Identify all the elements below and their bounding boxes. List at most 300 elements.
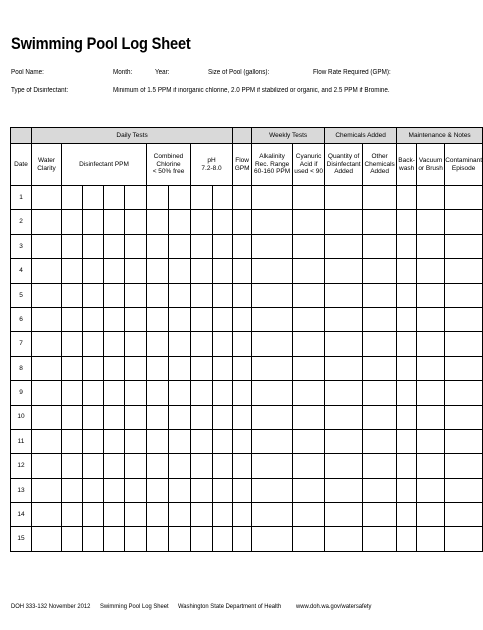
log-entry-cell[interactable] xyxy=(147,283,169,307)
log-entry-cell[interactable] xyxy=(191,186,213,210)
table-row xyxy=(11,478,483,502)
log-entry-cell[interactable] xyxy=(293,527,325,551)
log-entry-cell[interactable] xyxy=(397,478,417,502)
table-row xyxy=(11,527,483,551)
header-combined-chlorine: Combined Chlorine < 50% free xyxy=(147,144,191,186)
log-entry-cell[interactable] xyxy=(363,503,397,527)
log-entry-cell[interactable] xyxy=(252,405,293,429)
log-entry-cell[interactable] xyxy=(104,234,125,258)
footer-form-name: Swimming Pool Log Sheet xyxy=(100,603,169,610)
log-entry-cell[interactable] xyxy=(397,234,417,258)
table-row xyxy=(11,332,483,356)
log-entry-cell[interactable] xyxy=(417,527,445,551)
log-entry-cell[interactable] xyxy=(191,234,213,258)
log-entry-cell[interactable] xyxy=(125,332,147,356)
log-entry-cell[interactable] xyxy=(233,356,252,380)
log-entry-cell[interactable] xyxy=(147,186,169,210)
log-entry-cell[interactable] xyxy=(147,429,169,453)
log-entry-cell[interactable] xyxy=(62,259,83,283)
log-entry-cell[interactable] xyxy=(62,234,83,258)
log-entry-cell[interactable] xyxy=(233,259,252,283)
log-entry-cell[interactable] xyxy=(169,405,191,429)
log-entry-cell[interactable] xyxy=(191,527,213,551)
log-entry-cell[interactable] xyxy=(169,234,191,258)
log-entry-cell[interactable] xyxy=(83,332,104,356)
log-entry-cell[interactable] xyxy=(445,259,483,283)
footer-website[interactable]: www.doh.wa.gov/watersafety xyxy=(296,603,372,610)
log-entry-cell[interactable] xyxy=(397,186,417,210)
log-entry-cell[interactable] xyxy=(83,454,104,478)
flow-rate-label: Flow Rate Required (GPM): xyxy=(313,69,391,76)
log-entry-cell[interactable] xyxy=(233,429,252,453)
log-entry-cell[interactable] xyxy=(325,283,363,307)
log-entry-cell[interactable] xyxy=(233,186,252,210)
log-entry-cell[interactable] xyxy=(252,454,293,478)
header-backwash: Back- wash xyxy=(397,144,417,186)
log-entry-cell[interactable] xyxy=(83,381,104,405)
table-row xyxy=(11,307,483,331)
log-entry-cell[interactable] xyxy=(147,210,169,234)
log-entry-cell[interactable] xyxy=(125,381,147,405)
log-entry-cell[interactable] xyxy=(169,429,191,453)
log-entry-cell[interactable] xyxy=(445,210,483,234)
log-entry-cell[interactable] xyxy=(32,429,62,453)
log-entry-cell[interactable] xyxy=(62,478,83,502)
log-entry-cell[interactable] xyxy=(104,454,125,478)
log-entry-cell[interactable] xyxy=(325,210,363,234)
log-entry-cell[interactable] xyxy=(213,234,233,258)
log-entry-cell[interactable] xyxy=(83,283,104,307)
log-entry-cell[interactable] xyxy=(104,283,125,307)
log-entry-cell[interactable] xyxy=(104,429,125,453)
log-entry-cell[interactable] xyxy=(233,454,252,478)
log-entry-cell[interactable] xyxy=(445,478,483,502)
log-entry-cell[interactable] xyxy=(445,186,483,210)
log-entry-cell[interactable] xyxy=(417,356,445,380)
log-entry-cell[interactable] xyxy=(191,454,213,478)
log-entry-cell[interactable] xyxy=(147,332,169,356)
row-day-number: 7 xyxy=(11,332,32,356)
row-day-number: 4 xyxy=(11,259,32,283)
log-entry-cell[interactable] xyxy=(125,429,147,453)
log-entry-cell[interactable] xyxy=(125,186,147,210)
group-maintenance-notes: Maintenance & Notes xyxy=(397,128,483,144)
log-entry-cell[interactable] xyxy=(62,503,83,527)
table-row xyxy=(11,405,483,429)
footer-department: Washington State Department of Health xyxy=(178,603,282,610)
log-entry-cell[interactable] xyxy=(417,503,445,527)
log-entry-cell[interactable] xyxy=(147,405,169,429)
log-entry-cell[interactable] xyxy=(363,405,397,429)
log-entry-cell[interactable] xyxy=(83,234,104,258)
log-entry-cell[interactable] xyxy=(363,307,397,331)
log-entry-cell[interactable] xyxy=(363,527,397,551)
log-entry-cell[interactable] xyxy=(32,356,62,380)
row-day-number: 12 xyxy=(11,454,32,478)
month-label: Month: xyxy=(113,69,133,76)
log-entry-cell[interactable] xyxy=(191,429,213,453)
log-entry-cell[interactable] xyxy=(293,429,325,453)
log-entry-cell[interactable] xyxy=(445,527,483,551)
log-entry-cell[interactable] xyxy=(293,186,325,210)
log-entry-cell[interactable] xyxy=(325,259,363,283)
log-entry-cell[interactable] xyxy=(363,283,397,307)
row-day-number: 1 xyxy=(11,186,32,210)
log-entry-cell[interactable] xyxy=(213,454,233,478)
log-entry-cell[interactable] xyxy=(363,356,397,380)
log-entry-cell[interactable] xyxy=(445,405,483,429)
log-entry-cell[interactable] xyxy=(32,503,62,527)
log-entry-cell[interactable] xyxy=(104,381,125,405)
log-entry-cell[interactable] xyxy=(191,478,213,502)
log-entry-cell[interactable] xyxy=(169,307,191,331)
table-row xyxy=(11,210,483,234)
log-entry-cell[interactable] xyxy=(445,381,483,405)
log-entry-cell[interactable] xyxy=(62,405,83,429)
log-entry-cell[interactable] xyxy=(62,356,83,380)
log-entry-cell[interactable] xyxy=(125,454,147,478)
log-entry-cell[interactable] xyxy=(169,186,191,210)
log-entry-cell[interactable] xyxy=(445,356,483,380)
log-entry-cell[interactable] xyxy=(169,259,191,283)
row-day-number: 3 xyxy=(11,234,32,258)
log-entry-cell[interactable] xyxy=(32,210,62,234)
log-entry-cell[interactable] xyxy=(397,356,417,380)
log-entry-cell[interactable] xyxy=(62,381,83,405)
log-entry-cell[interactable] xyxy=(104,307,125,331)
log-entry-cell[interactable] xyxy=(169,283,191,307)
header-contaminant-episode: Contaminant Episode xyxy=(445,144,483,186)
footer-doc-id: DOH 333-132 November 2012 xyxy=(11,603,91,610)
log-entry-cell[interactable] xyxy=(32,405,62,429)
log-entry-cell[interactable] xyxy=(83,356,104,380)
header-flow-gpm: Flow GPM xyxy=(233,144,252,186)
log-entry-cell[interactable] xyxy=(397,332,417,356)
log-entry-cell[interactable] xyxy=(169,332,191,356)
log-entry-cell[interactable] xyxy=(125,478,147,502)
header-vacuum-brush: Vacuum or Brush xyxy=(417,144,445,186)
row-day-number: 9 xyxy=(11,381,32,405)
log-entry-cell[interactable] xyxy=(363,259,397,283)
row-day-number: 2 xyxy=(11,210,32,234)
log-entry-cell[interactable] xyxy=(147,381,169,405)
log-entry-cell[interactable] xyxy=(252,429,293,453)
log-entry-cell[interactable] xyxy=(83,527,104,551)
log-entry-cell[interactable] xyxy=(83,405,104,429)
log-entry-cell[interactable] xyxy=(191,283,213,307)
log-entry-cell[interactable] xyxy=(213,332,233,356)
log-entry-cell[interactable] xyxy=(191,259,213,283)
disinfectant-type-label: Type of Disinfectant: xyxy=(11,87,69,94)
log-entry-cell[interactable] xyxy=(325,405,363,429)
log-entry-cell[interactable] xyxy=(62,429,83,453)
log-entry-cell[interactable] xyxy=(293,356,325,380)
log-entry-cell[interactable] xyxy=(104,503,125,527)
log-entry-cell[interactable] xyxy=(417,259,445,283)
log-entry-cell[interactable] xyxy=(213,259,233,283)
log-entry-cell[interactable] xyxy=(213,186,233,210)
log-entry-cell[interactable] xyxy=(233,332,252,356)
log-entry-cell[interactable] xyxy=(169,356,191,380)
log-entry-cell[interactable] xyxy=(169,478,191,502)
log-entry-cell[interactable] xyxy=(325,332,363,356)
log-entry-cell[interactable] xyxy=(213,527,233,551)
log-entry-cell[interactable] xyxy=(233,210,252,234)
log-entry-cell[interactable] xyxy=(62,283,83,307)
log-entry-cell[interactable] xyxy=(293,381,325,405)
log-entry-cell[interactable] xyxy=(293,332,325,356)
log-entry-cell[interactable] xyxy=(104,210,125,234)
log-entry-cell[interactable] xyxy=(104,527,125,551)
log-entry-cell[interactable] xyxy=(445,454,483,478)
log-entry-cell[interactable] xyxy=(445,429,483,453)
log-entry-cell[interactable] xyxy=(191,307,213,331)
log-entry-cell[interactable] xyxy=(397,307,417,331)
log-entry-cell[interactable] xyxy=(233,527,252,551)
header-disinfectant-ppm: Disinfectant PPM xyxy=(62,144,147,186)
log-entry-cell[interactable] xyxy=(252,478,293,502)
log-entry-cell[interactable] xyxy=(293,478,325,502)
log-entry-cell[interactable] xyxy=(417,210,445,234)
group-daily-tests: Daily Tests xyxy=(32,128,233,144)
log-entry-cell[interactable] xyxy=(397,283,417,307)
log-entry-cell[interactable] xyxy=(125,527,147,551)
log-entry-cell[interactable] xyxy=(147,478,169,502)
row-day-number: 14 xyxy=(11,503,32,527)
log-entry-cell[interactable] xyxy=(191,210,213,234)
log-entry-cell[interactable] xyxy=(83,503,104,527)
log-entry-cell[interactable] xyxy=(252,527,293,551)
log-entry-cell[interactable] xyxy=(252,381,293,405)
log-entry-cell[interactable] xyxy=(125,405,147,429)
log-entry-cell[interactable] xyxy=(325,186,363,210)
log-entry-cell[interactable] xyxy=(252,356,293,380)
log-entry-cell[interactable] xyxy=(83,478,104,502)
log-entry-cell[interactable] xyxy=(191,356,213,380)
log-entry-cell[interactable] xyxy=(125,503,147,527)
log-entry-cell[interactable] xyxy=(233,478,252,502)
log-entry-cell[interactable] xyxy=(252,307,293,331)
log-entry-cell[interactable] xyxy=(252,503,293,527)
log-entry-cell[interactable] xyxy=(417,454,445,478)
log-entry-cell[interactable] xyxy=(147,234,169,258)
log-entry-cell[interactable] xyxy=(293,210,325,234)
log-entry-cell[interactable] xyxy=(83,429,104,453)
table-row xyxy=(11,503,483,527)
log-entry-cell[interactable] xyxy=(397,454,417,478)
table-row xyxy=(11,234,483,258)
log-entry-cell[interactable] xyxy=(417,332,445,356)
log-entry-cell[interactable] xyxy=(62,186,83,210)
log-entry-cell[interactable] xyxy=(397,429,417,453)
log-entry-cell[interactable] xyxy=(293,405,325,429)
log-entry-cell[interactable] xyxy=(363,429,397,453)
log-entry-cell[interactable] xyxy=(417,307,445,331)
log-entry-cell[interactable] xyxy=(213,381,233,405)
log-entry-cell[interactable] xyxy=(233,381,252,405)
log-entry-cell[interactable] xyxy=(417,283,445,307)
log-table xyxy=(10,127,483,552)
log-entry-cell[interactable] xyxy=(363,454,397,478)
group-chemicals-added: Chemicals Added xyxy=(325,128,397,144)
log-entry-cell[interactable] xyxy=(293,283,325,307)
log-entry-cell[interactable] xyxy=(83,307,104,331)
log-entry-cell[interactable] xyxy=(32,307,62,331)
log-entry-cell[interactable] xyxy=(147,503,169,527)
log-entry-cell[interactable] xyxy=(397,259,417,283)
log-entry-cell[interactable] xyxy=(325,381,363,405)
log-entry-cell[interactable] xyxy=(62,454,83,478)
log-entry-cell[interactable] xyxy=(397,527,417,551)
log-entry-cell[interactable] xyxy=(32,478,62,502)
row-day-number: 5 xyxy=(11,283,32,307)
log-entry-cell[interactable] xyxy=(32,381,62,405)
log-entry-cell[interactable] xyxy=(397,210,417,234)
log-entry-cell[interactable] xyxy=(363,478,397,502)
log-entry-cell[interactable] xyxy=(445,283,483,307)
log-entry-cell[interactable] xyxy=(125,283,147,307)
row-day-number: 13 xyxy=(11,478,32,502)
log-entry-cell[interactable] xyxy=(104,259,125,283)
log-entry-cell[interactable] xyxy=(191,332,213,356)
log-entry-cell[interactable] xyxy=(104,186,125,210)
log-entry-cell[interactable] xyxy=(213,478,233,502)
log-entry-cell[interactable] xyxy=(169,527,191,551)
log-entry-cell[interactable] xyxy=(62,527,83,551)
log-entry-cell[interactable] xyxy=(104,332,125,356)
log-entry-cell[interactable] xyxy=(191,405,213,429)
minimum-requirement-note: Minimum of 1.5 PPM if inorganic chlorine, 2.0 PPM if stabilized or organic, and 2.5 PPM if Bromine. xyxy=(113,87,390,94)
log-entry-cell[interactable] xyxy=(104,356,125,380)
log-entry-cell[interactable] xyxy=(169,454,191,478)
log-entry-cell[interactable] xyxy=(417,381,445,405)
log-entry-cell[interactable] xyxy=(83,259,104,283)
header-quantity-disinfectant: Quantity of Disinfectant Added xyxy=(325,144,363,186)
log-entry-cell[interactable] xyxy=(445,503,483,527)
log-entry-cell[interactable] xyxy=(213,405,233,429)
header-other-chemicals: Other Chemicals Added xyxy=(363,144,397,186)
log-entry-cell[interactable] xyxy=(147,259,169,283)
log-entry-cell[interactable] xyxy=(169,381,191,405)
log-entry-cell[interactable] xyxy=(325,478,363,502)
log-entry-cell[interactable] xyxy=(293,307,325,331)
log-entry-cell[interactable] xyxy=(252,259,293,283)
log-entry-cell[interactable] xyxy=(233,283,252,307)
log-entry-cell[interactable] xyxy=(83,186,104,210)
page-title: Swimming Pool Log Sheet xyxy=(11,34,191,53)
log-entry-cell[interactable] xyxy=(417,186,445,210)
log-entry-cell[interactable] xyxy=(147,307,169,331)
log-entry-cell[interactable] xyxy=(325,234,363,258)
log-entry-cell[interactable] xyxy=(62,332,83,356)
log-entry-cell[interactable] xyxy=(169,210,191,234)
log-entry-cell[interactable] xyxy=(147,454,169,478)
corner-cell xyxy=(11,128,32,144)
log-entry-cell[interactable] xyxy=(125,259,147,283)
log-entry-cell[interactable] xyxy=(32,186,62,210)
log-entry-cell[interactable] xyxy=(104,405,125,429)
log-entry-cell[interactable] xyxy=(325,527,363,551)
log-entry-cell[interactable] xyxy=(147,356,169,380)
log-entry-cell[interactable] xyxy=(293,259,325,283)
log-entry-cell[interactable] xyxy=(32,454,62,478)
log-entry-cell[interactable] xyxy=(363,332,397,356)
log-entry-cell[interactable] xyxy=(363,210,397,234)
log-entry-cell[interactable] xyxy=(32,332,62,356)
log-entry-cell[interactable] xyxy=(125,307,147,331)
table-row xyxy=(11,283,483,307)
log-entry-cell[interactable] xyxy=(252,234,293,258)
log-entry-cell[interactable] xyxy=(83,210,104,234)
log-entry-cell[interactable] xyxy=(445,332,483,356)
log-entry-cell[interactable] xyxy=(363,186,397,210)
log-entry-cell[interactable] xyxy=(252,283,293,307)
log-entry-cell[interactable] xyxy=(233,503,252,527)
log-entry-cell[interactable] xyxy=(325,429,363,453)
log-entry-cell[interactable] xyxy=(252,210,293,234)
log-entry-cell[interactable] xyxy=(233,405,252,429)
log-entry-cell[interactable] xyxy=(417,234,445,258)
log-entry-cell[interactable] xyxy=(397,381,417,405)
log-entry-cell[interactable] xyxy=(293,503,325,527)
log-entry-cell[interactable] xyxy=(325,307,363,331)
log-entry-cell[interactable] xyxy=(325,503,363,527)
log-entry-cell[interactable] xyxy=(417,429,445,453)
log-entry-cell[interactable] xyxy=(32,283,62,307)
log-entry-cell[interactable] xyxy=(417,478,445,502)
log-entry-cell[interactable] xyxy=(325,356,363,380)
log-entry-cell[interactable] xyxy=(147,527,169,551)
log-entry-cell[interactable] xyxy=(252,332,293,356)
log-entry-cell[interactable] xyxy=(213,503,233,527)
log-entry-cell[interactable] xyxy=(191,503,213,527)
log-entry-cell[interactable] xyxy=(233,307,252,331)
log-entry-cell[interactable] xyxy=(213,429,233,453)
log-entry-cell[interactable] xyxy=(32,259,62,283)
log-entry-cell[interactable] xyxy=(363,234,397,258)
log-entry-cell[interactable] xyxy=(397,405,417,429)
log-entry-cell[interactable] xyxy=(325,454,363,478)
log-entry-cell[interactable] xyxy=(62,307,83,331)
log-entry-cell[interactable] xyxy=(213,210,233,234)
log-entry-cell[interactable] xyxy=(417,405,445,429)
log-entry-cell[interactable] xyxy=(445,234,483,258)
log-entry-cell[interactable] xyxy=(125,210,147,234)
table-row xyxy=(11,186,483,210)
log-entry-cell[interactable] xyxy=(213,356,233,380)
log-entry-cell[interactable] xyxy=(62,210,83,234)
log-entry-cell[interactable] xyxy=(397,503,417,527)
log-entry-cell[interactable] xyxy=(125,234,147,258)
log-entry-cell[interactable] xyxy=(213,283,233,307)
log-entry-cell[interactable] xyxy=(293,454,325,478)
log-entry-cell[interactable] xyxy=(445,307,483,331)
log-entry-cell[interactable] xyxy=(252,186,293,210)
log-entry-cell[interactable] xyxy=(293,234,325,258)
log-entry-cell[interactable] xyxy=(233,234,252,258)
log-entry-cell[interactable] xyxy=(104,478,125,502)
log-entry-cell[interactable] xyxy=(363,381,397,405)
log-entry-cell[interactable] xyxy=(32,234,62,258)
year-label: Year: xyxy=(155,69,170,76)
log-entry-cell[interactable] xyxy=(169,503,191,527)
log-entry-cell[interactable] xyxy=(213,307,233,331)
log-entry-cell[interactable] xyxy=(191,381,213,405)
table-row xyxy=(11,429,483,453)
table-row xyxy=(11,259,483,283)
log-entry-cell[interactable] xyxy=(32,527,62,551)
log-entry-cell[interactable] xyxy=(125,356,147,380)
